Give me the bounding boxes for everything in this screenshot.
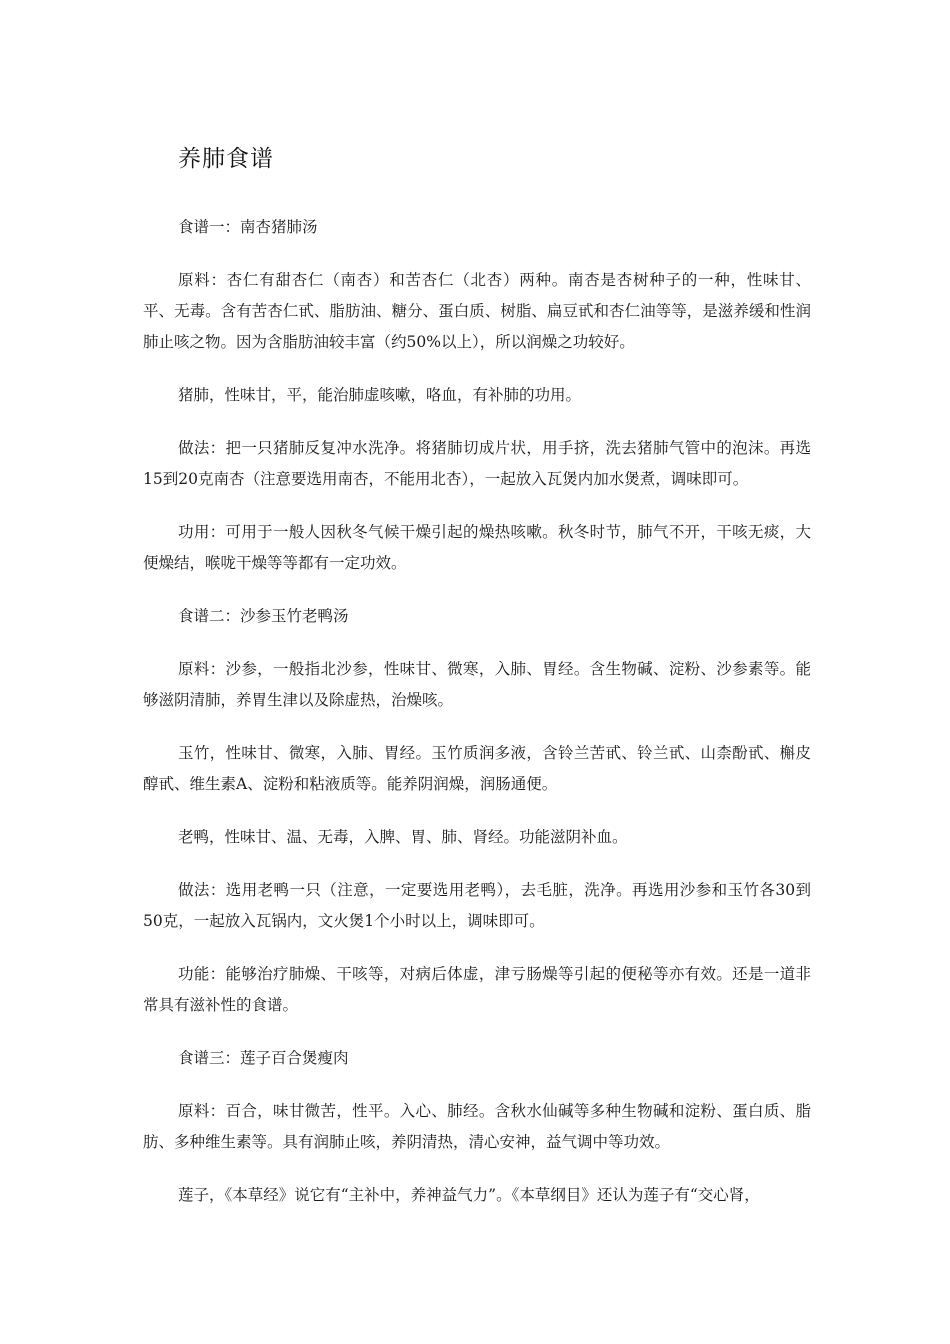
recipe-1-heading: 食谱一：南杏猪肺汤 <box>178 218 318 236</box>
recipe-2-heading: 食谱二：沙参玉竹老鸭汤 <box>178 607 349 625</box>
recipe-2-ingredients: 原料：沙参，一般指北沙参，性味甘、微寒，入肺、胃经。含生物碱、淀粉、沙参素等。能够滋阴清肺，养胃生津以及除虚热，治燥咳。 <box>143 660 811 709</box>
document-title: 养肺食谱 <box>178 146 274 172</box>
recipe-1-pork-lung: 猪肺，性味甘，平，能治肺虚咳嗽，咯血，有补肺的功用。 <box>178 386 582 404</box>
recipe-3-heading: 食谱三：莲子百合煲瘦肉 <box>178 1049 349 1067</box>
recipe-3-ingredients: 原料：百合，味甘微苦，性平。入心、肺经。含秋水仙碱等多种生物碱和淀粉、蛋白质、脂肪、多种维生素等。具有润肺止咳，养阴清热，清心安神，益气调中等功效。 <box>143 1102 811 1151</box>
document-body <box>143 212 811 1233</box>
recipe-1-ingredients: 原料：杏仁有甜杏仁（南杏）和苦杏仁（北杏）两种。南杏是杏树种子的一种，性味甘、平、无毒。含有苦杏仁甙、脂肪油、糖分、蛋白质、树脂、扁豆甙和杏仁油等等，是滋养缓和性润肺止咳之物。因为含脂肪油较丰富（约50%以上），所以润燥之功较好。 <box>143 271 811 351</box>
recipe-3-lotus: 莲子，《本草经》说它有“主补中，养神益气力”。《本草纲目》还认为莲子有“交心肾， <box>178 1186 760 1204</box>
recipe-1-effect: 功用：可用于一般人因秋冬气候干燥引起的燥热咳嗽。秋冬时节，肺气不开，干咳无痰，大便燥结，喉咙干燥等等都有一定功效。 <box>143 523 811 572</box>
recipe-1-method: 做法：把一只猪肺反复冲水洗净。将猪肺切成片状，用手挤，洗去猪肺气管中的泡沫。再选15到20克南杏（注意要选用南杏，不能用北杏），一起放入瓦煲内加水煲煮，调味即可。 <box>143 439 811 488</box>
recipe-2-effect: 功能：能够治疗肺燥、干咳等，对病后体虚，津亏肠燥等引起的便秘等亦有效。还是一道非常具有滋补性的食谱。 <box>143 965 811 1014</box>
recipe-2-yuzhu: 玉竹，性味甘、微寒，入肺、胃经。玉竹质润多液，含铃兰苦甙、铃兰甙、山柰酚甙、槲皮醇甙、维生素A、淀粉和粘液质等。能养阴润燥，润肠通便。 <box>143 744 811 793</box>
recipe-2-duck: 老鸭，性味甘、温、无毒，入脾、胃、肺、肾经。功能滋阴补血。 <box>178 828 628 846</box>
recipe-2-method: 做法：选用老鸭一只（注意，一定要选用老鸭），去毛脏，洗净。再选用沙参和玉竹各30到50克，一起放入瓦锅内，文火煲1个小时以上，调味即可。 <box>143 881 811 930</box>
